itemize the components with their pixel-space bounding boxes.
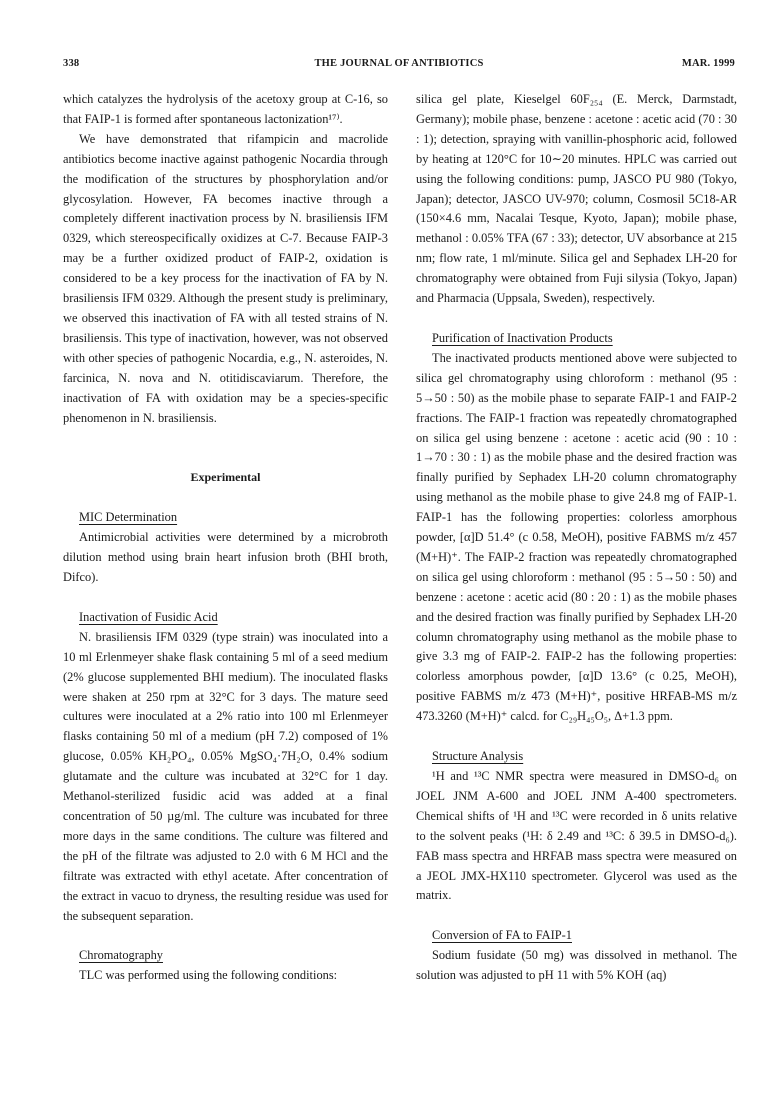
subsection-heading: Chromatography <box>79 948 163 963</box>
section-heading: Experimental <box>190 470 261 485</box>
paragraph: Antimicrobial activities were determined by a microbroth dilution method using brain heart infusion broth (BHI broth, Difco). <box>63 530 388 585</box>
running-header <box>63 58 735 76</box>
page-number: 338 <box>63 58 80 69</box>
subsection-heading: Purification of Inactivation Products <box>432 330 613 345</box>
issue-date: MAR. 1999 <box>681 58 735 69</box>
paragraph: N. brasiliensis IFM 0329 (type strain) was inoculated into a 10 ml Erlenmeyer shake flask containing 5 ml of a seed medium (2% glucose supplemented BHI medium). The inoculated flasks were shaken at 250 rpm at 32°C for 3 days. The mature seed cultures were inoculated at a 2% ratio into 100 ml Erlenmeyer flasks containing 50 ml of a medium (pH 7.2) composed of 1% glucose, 0.05% KH₂PO₄, 0.05% MgSO₄·7H₂O, 0.4% sodium glutamate and the culture was incubated at 32°C for 1 day. Methanol-sterilized fusidic acid was added at a final concentration of 50 µg/ml. The culture was incubated for three more days in the same conditions. The culture was filtered and the pH of the filtrate was adjusted to 2.0 with 6 M HCl and the filtrate was extracted with ethyl acetate. After concentration of the extract in vacuo to dryness, the resulting residue was used for the subsequent separation. <box>63 629 388 923</box>
paragraph: TLC was performed using the following conditions: <box>79 968 338 983</box>
paragraph: Sodium fusidate (50 mg) was dissolved in methanol. The solution was adjusted to pH 11 with 5% KOH (aq) <box>416 948 737 983</box>
paragraph: We have demonstrated that rifampicin and macrolide antibiotics become inactive against pathogenic Nocardia through the modification of the structures by phosphorylation and/or glycosylation. However, FA becomes inactive through a completely different inactivation process by N. brasiliensis IFM 0329, which stereospecifically oxidizes at C-7. Because FAIP-3 may be a further oxidized product of FAIP-2, oxidation is considered to be a key process for the inactivation of FA by N. brasiliensis IFM 0329. Although the present study is preliminary, we observed this inactivation of FA with all tested strains of N. brasiliensis. This type of inactivation, however, was not observed with other species of pathogenic Nocardia, e.g., N. asteroides, N. farcinica, N. nova and N. otitidiscaviarum. Therefore, the inactivation of FA with oxidation may be a species-specific phenomenon in N. brasiliensis. <box>63 131 388 425</box>
paragraph: silica gel plate, Kieselgel 60F₂₅₄ (E. Merck, Darmstadt, Germany); mobile phase, benzene : acetone : acetic acid (70 : 30 : 1); detection, spraying with vanillin-phosphoric acid, followed by heating at 120°C for 10∼20 minutes. HPLC was carried out using the following conditions: pump, JASCO PU 980 (Tokyo, Japan); detector, JASCO UV-970; column, Cosmosil 5C18-AR (150×4.6 mm, Nacalai Tesque, Kyoto, Japan); mobile phase, methanol : 0.05% TFA (67 : 33); detector, UV absorbance at 215 nm; flow rate, 1 ml/minute. Silica gel and Sephadex LH-20 for chromatography were obtained from Fuji silysia (Tokyo, Japan) and Pharmacia (Uppsala, Sweden), respectively. <box>416 92 737 306</box>
journal-title: THE JOURNAL OF ANTIBIOTICS <box>314 58 484 69</box>
right-column <box>416 90 737 986</box>
subsection-heading: Conversion of FA to FAIP-1 <box>432 928 572 943</box>
subsection-heading: MIC Determination <box>79 510 178 525</box>
paragraph: ¹H and ¹³C NMR spectra were measured in DMSO-d₆ on JOEL JNM A-600 and JOEL JNM A-400 spectrometers. Chemical shifts of ¹H and ¹³C were recorded in δ units relative to the solvent peaks (¹H: δ 2.49 and ¹³C: δ 39.5 in DMSO-d₆). FAB mass spectra and HRFAB mass spectra were measured on a JEOL JMX-HX110 spectrometer. Glycerol was used as the matrix. <box>416 769 737 903</box>
paragraph: which catalyzes the hydrolysis of the acetoxy group at C-16, so that FAIP-1 is formed after spontaneous lactonization¹⁷⁾. <box>63 92 388 126</box>
paragraph: The inactivated products mentioned above were subjected to silica gel chromatography using chloroform : methanol (95 : 5→50 : 50) as the mobile phase to separate FAIP-1 and FAIP-2 fractions. The FAIP-1 fraction was repeatedly chromatographed on silica gel using benzene : acetone : acetic acid (90 : 10 : 1→70 : 30 : 1) as the mobile phase and the desired fraction was finally purified by Sephadex LH-20 column chromatography using methanol as the mobile phase to give 24.8 mg of FAIP-1. FAIP-1 has the following properties: colorless amorphous powder, [α]D 51.4° (c 0.58, MeOH), positive FABMS m/z 457 (M+H)⁺. The FAIP-2 fraction was repeatedly chromatographed on silica gel using chloroform : methanol (95 : 5→50 : 50) and benzene : acetone : acetic acid (80 : 20 : 1) as the mobile phases and the desired fraction was finally purified by Sephadex LH-20 column chromatography using methanol as the mobile phase to give 3.3 mg of FAIP-2. FAIP-2 has the following properties: colorless amorphous powder, [α]D 13.6° (c 0.25, MeOH), positive FABMS m/z 473 (M+H)⁺, positive HRFAB-MS m/z 473.3260 (M+H)⁺ calcd. for C₂₉H₄₅O₅, Δ+1.3 ppm. <box>416 350 737 724</box>
left-column <box>63 90 388 986</box>
subsection-heading: Structure Analysis <box>432 749 524 764</box>
subsection-heading: Inactivation of Fusidic Acid <box>79 609 218 624</box>
